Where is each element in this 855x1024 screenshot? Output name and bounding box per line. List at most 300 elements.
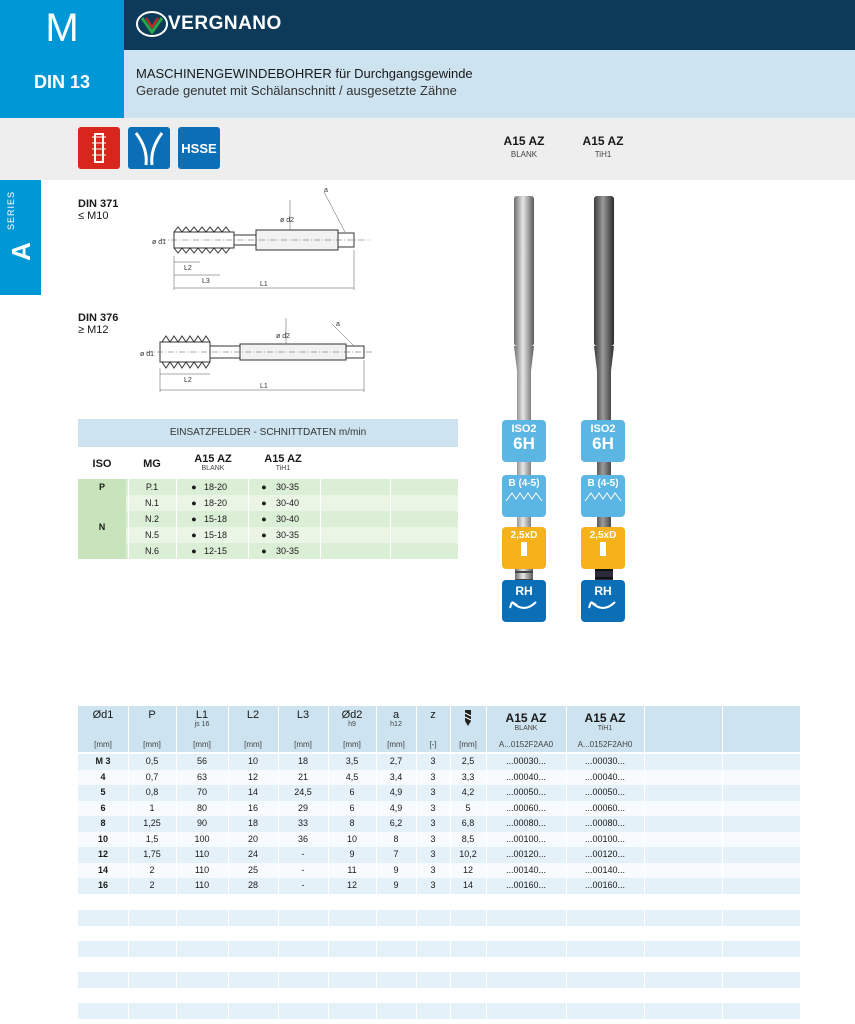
column-divider (228, 910, 229, 926)
column-divider (566, 770, 567, 786)
column-divider (722, 754, 723, 770)
right-hand-icon (581, 580, 625, 622)
product-column-header (566, 706, 644, 752)
column-divider (320, 495, 321, 511)
column-divider (722, 816, 723, 832)
column-divider (228, 847, 229, 863)
column-divider (450, 910, 451, 926)
column-divider (450, 801, 451, 817)
column-divider (328, 847, 329, 863)
column-divider (486, 770, 487, 786)
column-divider (450, 878, 451, 894)
column-divider (450, 785, 451, 801)
table-cell: 6 (349, 802, 355, 813)
table-cell: 10 (346, 833, 357, 844)
column-divider (278, 706, 279, 752)
column-divider (278, 754, 279, 770)
table-cell: 6 (100, 802, 106, 813)
bullet-icon: ● (191, 498, 197, 508)
table-cell: 8,5 (461, 833, 475, 844)
article-code-cell: ...00050... (584, 787, 626, 797)
column-header-label: P (148, 709, 156, 721)
column-divider (390, 543, 391, 559)
article-code-cell: ...00030... (584, 756, 626, 766)
table-cell: 6,2 (389, 818, 403, 828)
column-divider (416, 801, 417, 817)
column-divider (450, 770, 451, 786)
table-cell: 3 (430, 864, 436, 875)
table-cell: - (301, 864, 305, 875)
column-divider (722, 863, 723, 879)
table-cell: 0,5 (145, 756, 159, 766)
table-cell: M 3 (95, 756, 111, 766)
column-divider (450, 706, 451, 752)
table-cell: 20 (247, 833, 258, 844)
column-divider (486, 972, 487, 988)
column-divider (128, 801, 129, 817)
column-divider (644, 785, 645, 801)
table-cell: 6 (349, 787, 355, 797)
column-divider (644, 706, 645, 752)
column-divider (328, 878, 329, 894)
column-divider (248, 511, 249, 527)
depth-label: 2,5xD (589, 530, 617, 541)
column-divider (450, 816, 451, 832)
table-cell: 3,4 (389, 771, 403, 782)
column-divider (176, 910, 177, 926)
column-divider (128, 785, 129, 801)
column-header-unit: [mm] (244, 740, 262, 749)
svg-text:a: a (336, 321, 340, 328)
column-divider (128, 543, 129, 559)
table-cell: 4,5 (345, 771, 359, 782)
column-divider (328, 770, 329, 786)
column-divider (376, 1003, 377, 1019)
table-cell: 2,7 (389, 756, 403, 766)
column-divider (176, 863, 177, 879)
series-word: SERIES (6, 190, 16, 230)
cutting-mg: N.5 (144, 530, 159, 540)
table-cell: 21 (297, 771, 308, 782)
column-divider (228, 863, 229, 879)
table-cell: 9 (349, 849, 355, 859)
column-divider (376, 832, 377, 848)
bullet-icon: ● (261, 498, 267, 508)
column-divider (644, 1003, 645, 1019)
article-code-cell: ...00140... (505, 864, 547, 875)
col-product-tih1: A15 AZ TiH1 (264, 453, 302, 472)
table-cell: 10 (97, 833, 108, 844)
article-code-cell: ...00080... (584, 818, 626, 828)
bullet-icon: ● (191, 530, 197, 540)
column-divider (328, 941, 329, 957)
column-divider (376, 785, 377, 801)
column-divider (486, 878, 487, 894)
column-divider (416, 941, 417, 957)
column-divider (128, 511, 129, 527)
column-header-label: L2 (246, 709, 260, 721)
product-coating: TiH1 (597, 725, 613, 732)
table-cell: 4,9 (389, 787, 403, 797)
column-divider (486, 754, 487, 770)
table-cell: 12 (346, 880, 357, 890)
column-divider (176, 706, 177, 752)
column-divider (228, 1003, 229, 1019)
table-cell: 3 (430, 771, 436, 782)
column-divider (128, 863, 129, 879)
column-divider (644, 941, 645, 957)
cutting-mg: N.1 (144, 498, 159, 508)
product-header-tih1 (568, 134, 638, 159)
column-divider (376, 770, 377, 786)
column-divider (644, 816, 645, 832)
svg-text:a: a (324, 187, 328, 194)
column-divider (566, 816, 567, 832)
cutting-speed-blank: 15-18 (204, 530, 228, 540)
column-divider (566, 754, 567, 770)
column-divider (278, 785, 279, 801)
article-code-cell: ...00140... (584, 864, 626, 875)
column-header-tolerance: h9 (348, 721, 356, 728)
cutting-speed-tih1: 30-35 (276, 482, 300, 492)
svg-text:ø d2: ø d2 (280, 217, 295, 224)
column-divider (376, 910, 377, 926)
article-code-cell: ...00100... (505, 833, 547, 844)
column-divider (644, 863, 645, 879)
column-divider (486, 785, 487, 801)
column-divider (228, 878, 229, 894)
column-divider (416, 785, 417, 801)
article-code-cell: ...00040... (584, 771, 626, 782)
column-divider (566, 863, 567, 879)
cutting-speed-tih1: 30-35 (276, 530, 300, 540)
product-name: A15 AZ (582, 134, 624, 148)
column-divider (248, 495, 249, 511)
series-letter: M (45, 6, 79, 50)
empty-table-row (78, 972, 800, 988)
cutting-speed-tih1: 30-40 (276, 514, 300, 524)
column-divider (644, 801, 645, 817)
column-divider (248, 543, 249, 559)
column-divider (566, 706, 567, 752)
column-divider (176, 785, 177, 801)
column-divider (416, 816, 417, 832)
svg-text:L1: L1 (260, 281, 268, 288)
column-header-label: Ød1 (92, 709, 114, 721)
column-divider (450, 941, 451, 957)
column-divider (128, 706, 129, 752)
column-divider (376, 754, 377, 770)
column-header-unit: [mm] (143, 740, 161, 749)
empty-table-row (78, 910, 800, 926)
cutting-iso-group: P (78, 479, 126, 495)
column-divider (128, 847, 129, 863)
table-row (78, 878, 800, 894)
svg-text:L3: L3 (202, 278, 210, 285)
column-divider (722, 770, 723, 786)
column-divider (278, 816, 279, 832)
cutting-row (78, 511, 458, 527)
column-divider (278, 941, 279, 957)
column-header (416, 706, 450, 752)
column-divider (450, 832, 451, 848)
table-cell: 0,8 (145, 787, 159, 797)
column-header (376, 706, 416, 752)
column-divider (566, 801, 567, 817)
product-coating: BLANK (514, 725, 538, 732)
column-divider (278, 863, 279, 879)
column-divider (228, 754, 229, 770)
table-cell: 3,3 (461, 771, 475, 782)
column-divider (176, 479, 177, 495)
table-cell: 24,5 (294, 787, 312, 797)
rh-label: RH (594, 584, 612, 598)
table-cell: 14 (97, 864, 108, 875)
column-divider (644, 878, 645, 894)
table-cell: 100 (194, 833, 210, 844)
table-cell: - (301, 849, 305, 859)
iso-class: ISO2 (511, 423, 537, 435)
table-cell: 4,2 (461, 787, 475, 797)
table-cell: 3 (430, 756, 436, 766)
column-divider (176, 770, 177, 786)
col-product-blank: A15 AZ BLANK (194, 453, 232, 472)
column-header-unit: [mm] (343, 740, 361, 749)
column-divider (644, 770, 645, 786)
column-divider (566, 847, 567, 863)
column-header (450, 706, 486, 752)
cutting-speed-blank: 15-18 (204, 514, 228, 524)
svg-text:ø d1: ø d1 (140, 351, 155, 358)
article-code-cell: ...00060... (505, 802, 547, 813)
product-coating: TiH1 (594, 150, 612, 159)
right-hand-icon (502, 580, 546, 622)
column-header-label: Ød2 (341, 709, 363, 721)
column-divider (566, 972, 567, 988)
column-divider (376, 941, 377, 957)
col-iso: ISO (92, 458, 112, 470)
table-cell: 25 (247, 864, 258, 875)
drawing-label-din371 (78, 198, 118, 222)
through-hole-icon (78, 127, 120, 169)
column-divider (328, 785, 329, 801)
drill-size-icon (461, 710, 475, 726)
column-divider (176, 972, 177, 988)
drawing-label-din376 (78, 312, 118, 336)
column-divider (566, 832, 567, 848)
column-divider (128, 832, 129, 848)
table-cell: 36 (297, 833, 308, 844)
column-divider (644, 972, 645, 988)
table-cell: 110 (194, 864, 210, 875)
table-cell: 1 (149, 802, 155, 813)
bullet-icon: ● (261, 530, 267, 540)
dimensions-table-header (78, 706, 800, 752)
column-divider (376, 801, 377, 817)
column-divider (320, 527, 321, 543)
bullet-icon: ● (261, 514, 267, 524)
svg-text:ø d2: ø d2 (276, 333, 291, 340)
column-header-tolerance: js 16 (194, 721, 210, 728)
bullet-icon: ● (191, 482, 197, 492)
chamfer-label: B (4-5) (508, 478, 540, 489)
table-cell: 1,5 (145, 833, 159, 844)
bullet-icon: ● (191, 514, 197, 524)
table-cell: 8 (100, 818, 106, 828)
cutting-row (78, 495, 458, 511)
depth-label: 2,5xD (510, 530, 538, 541)
column-header-unit: [mm] (387, 740, 405, 749)
cutting-data-header (78, 450, 458, 478)
table-row (78, 863, 800, 879)
column-divider (722, 878, 723, 894)
column-divider (722, 941, 723, 957)
column-divider (416, 910, 417, 926)
column-divider (416, 770, 417, 786)
din-range: ≥ M12 (78, 324, 109, 336)
table-cell: 11 (347, 864, 357, 875)
svg-text:L2: L2 (184, 265, 192, 272)
article-code-cell: ...00160... (505, 880, 547, 890)
table-cell: 18 (297, 756, 308, 766)
column-divider (128, 941, 129, 957)
column-divider (248, 527, 249, 543)
column-divider (486, 816, 487, 832)
empty-table-row (78, 941, 800, 957)
column-divider (486, 706, 487, 752)
column-divider (416, 972, 417, 988)
table-cell: 8 (393, 833, 399, 844)
column-divider (416, 863, 417, 879)
bullet-icon: ● (261, 546, 267, 556)
column-divider (128, 527, 129, 543)
product-coating: BLANK (510, 150, 538, 159)
svg-text:ø d1: ø d1 (152, 239, 167, 246)
column-divider (228, 706, 229, 752)
column-divider (376, 972, 377, 988)
hsse-badge: HSSE (178, 127, 220, 169)
thread-depth-icon (581, 527, 625, 569)
din-standard: DIN 13 (33, 72, 91, 92)
column-divider (176, 878, 177, 894)
column-divider (486, 1003, 487, 1019)
column-divider (278, 910, 279, 926)
column-divider (416, 832, 417, 848)
cutting-mg: N.2 (144, 514, 159, 524)
column-divider (320, 543, 321, 559)
cutting-speed-tih1: 30-35 (276, 546, 300, 556)
column-divider (486, 863, 487, 879)
product-name: A15 AZ (503, 134, 545, 148)
column-divider (278, 972, 279, 988)
table-cell: 3 (430, 849, 436, 859)
table-cell: 3 (430, 880, 436, 890)
column-divider (376, 878, 377, 894)
article-code-cell: ...00120... (584, 849, 626, 859)
table-cell: 4,9 (389, 802, 403, 813)
column-divider (128, 972, 129, 988)
table-cell: 70 (196, 787, 207, 797)
product-column-header (486, 706, 566, 752)
product-code: A...0152F2AA0 (498, 740, 554, 749)
column-divider (416, 706, 417, 752)
iso-tolerance-icon (581, 420, 625, 462)
column-divider (376, 847, 377, 863)
column-divider (176, 801, 177, 817)
din-range: ≤ M10 (78, 210, 109, 222)
column-header-unit: [mm] (94, 740, 112, 749)
table-cell: 9 (393, 880, 399, 890)
column-divider (328, 863, 329, 879)
series-letter-tab: A (5, 242, 36, 261)
table-row (78, 816, 800, 832)
column-divider (128, 495, 129, 511)
column-divider (328, 801, 329, 817)
column-divider (328, 754, 329, 770)
brand-logo (136, 6, 282, 42)
table-cell: 16 (97, 880, 108, 890)
table-cell: 7 (393, 849, 399, 859)
column-divider (376, 706, 377, 752)
table-cell: 14 (247, 787, 258, 797)
table-cell: 2 (149, 880, 155, 890)
column-divider (722, 972, 723, 988)
article-code-cell: ...00030... (505, 756, 547, 766)
cutting-row (78, 543, 458, 559)
table-cell: 10,2 (459, 849, 477, 859)
article-code-cell: ...00120... (505, 849, 547, 859)
table-cell: 3 (430, 802, 436, 813)
table-cell: 10 (247, 756, 258, 766)
column-divider (228, 770, 229, 786)
column-divider (722, 832, 723, 848)
column-divider (722, 1003, 723, 1019)
column-divider (176, 495, 177, 511)
column-divider (566, 785, 567, 801)
table-cell: 12 (97, 849, 108, 859)
column-divider (228, 816, 229, 832)
column-divider (486, 801, 487, 817)
column-header-label: L3 (296, 709, 310, 721)
table-cell: 110 (194, 849, 210, 859)
tap-drawing-din371 (140, 180, 380, 295)
table-cell: 1,75 (143, 849, 161, 859)
table-cell: 1,25 (143, 818, 161, 828)
article-code-cell: ...00050... (505, 787, 547, 797)
column-divider (128, 910, 129, 926)
column-header-unit: [mm] (294, 740, 312, 749)
column-divider (278, 770, 279, 786)
thread-depth-icon (502, 527, 546, 569)
table-cell: 33 (297, 818, 308, 828)
svg-text:L1: L1 (260, 383, 268, 390)
product-name: A15 AZ (505, 711, 547, 725)
column-divider (722, 910, 723, 926)
column-divider (722, 706, 723, 752)
column-divider (566, 878, 567, 894)
column-divider (248, 479, 249, 495)
column-header-unit: [-] (429, 740, 437, 749)
table-row (78, 754, 800, 770)
column-divider (128, 1003, 129, 1019)
table-cell: 2 (149, 864, 155, 875)
column-divider (390, 511, 391, 527)
column-divider (128, 878, 129, 894)
table-cell: 0,7 (145, 771, 159, 782)
column-header (128, 706, 176, 752)
article-code-cell: ...00100... (584, 833, 626, 844)
column-divider (176, 941, 177, 957)
